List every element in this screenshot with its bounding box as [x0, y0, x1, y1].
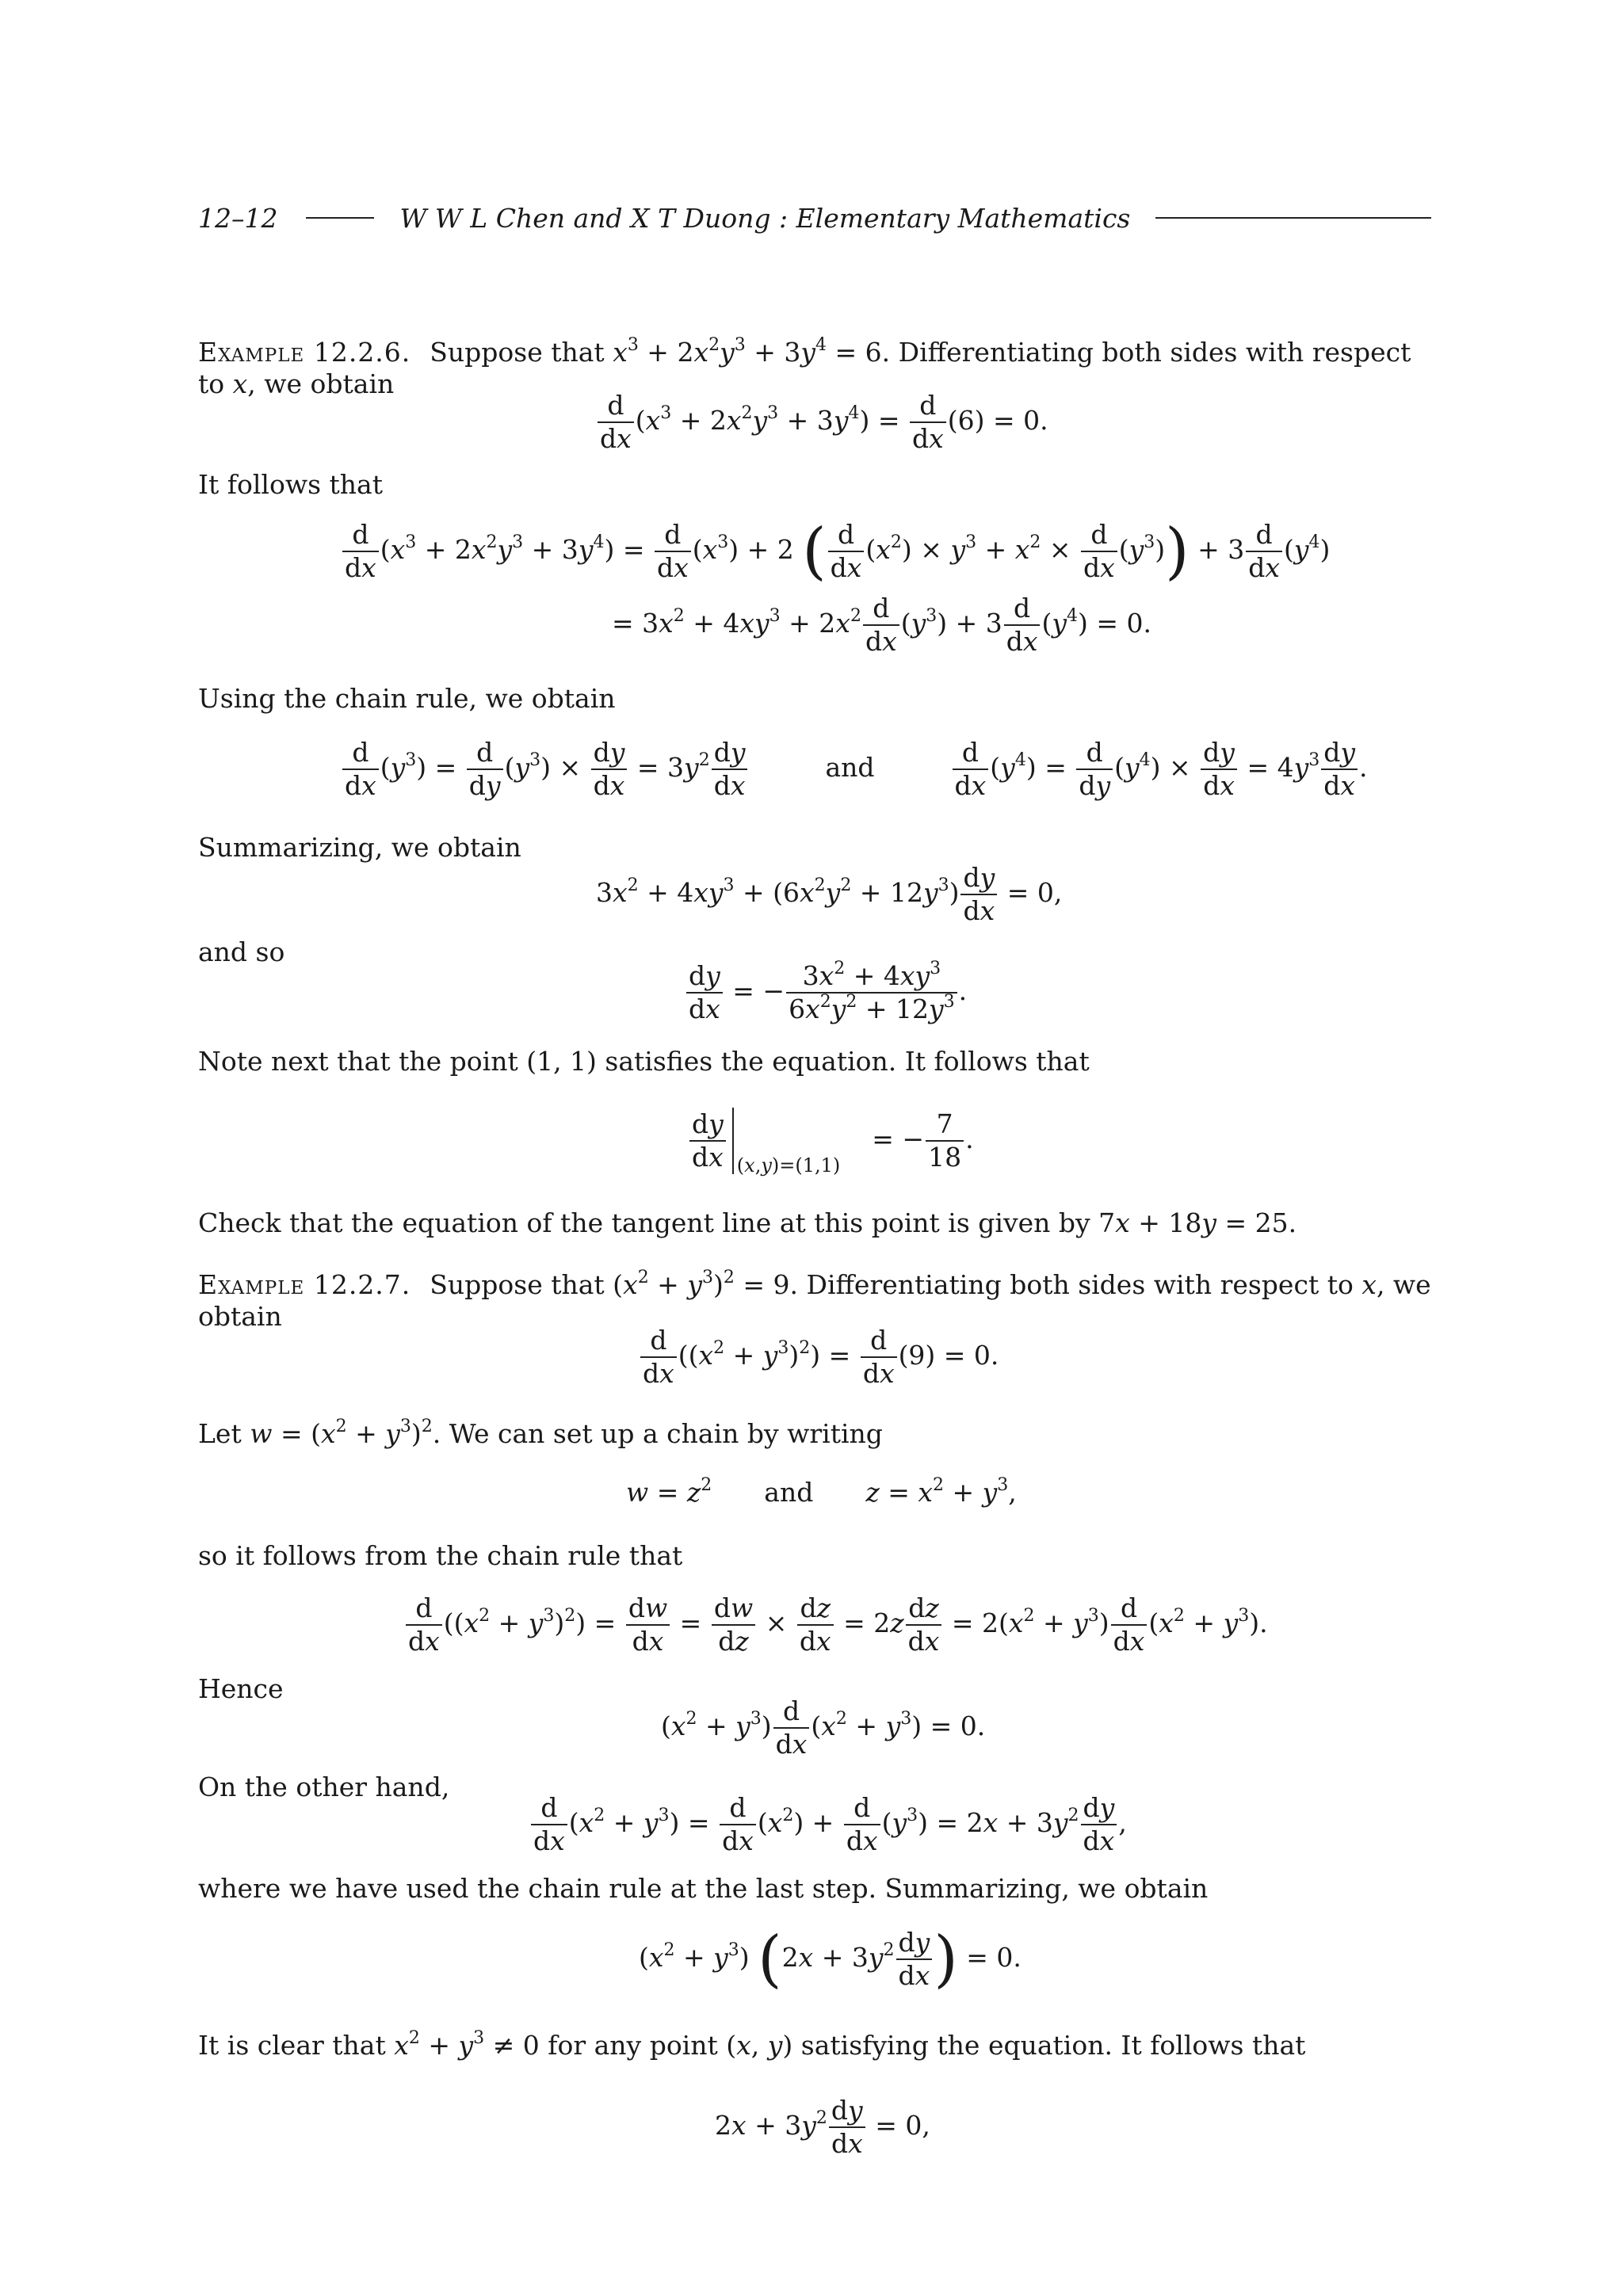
equation-9: $w = z^2$ and $z = x^2 + y^3$,: [626, 1475, 1017, 1508]
equation-11: $(x^2 + y^3)$ $\frac{d}{dx}$ $(x^2 + y^3) = 0$.: [661, 1695, 986, 1760]
text-summarizing: Summarizing, we obtain: [198, 832, 521, 863]
text-check-tangent: Check that the equation of the tangent line at this point is given by 7x + 18y = 25.: [198, 1207, 1297, 1238]
equation-12: $\frac{d}{dx}$ $(x^2 + y^3)$ = $\frac{d}{dx}$ $(x^2)$ + $\frac{d}{dx}$ $(y^3) = 2x + 3y^2$ $\frac{dy}{dx}$ ,: [529, 1792, 1127, 1857]
running-title: W W L Chen and X T Duong : Elementary Mathematics: [399, 202, 1131, 234]
page-number: 12–12: [198, 202, 278, 234]
text-other-hand: On the other hand,: [198, 1772, 450, 1802]
equation-8: $\frac{d}{dx}$ $((x^2 + y^3)^2)$ = $\frac{d}{dx}$ (9) = 0.: [639, 1325, 999, 1390]
equation-14: $2x + 3y^2$ $\frac{dy}{dx}$ = 0,: [715, 2095, 930, 2159]
equation-13: $(x^2 + y^3) (2x + 3y^2$ $\frac{dy}{dx}$ ) = 0.: [639, 1924, 1022, 1995]
text-clear: It is clear that $x^2 + y^3 \ne 0$ for any point (x, y) satisfying the equation. It follows that: [198, 2028, 1306, 2061]
example-label: Example 12.2.7.: [198, 1269, 411, 1300]
text-follows: It follows that: [198, 469, 383, 500]
header-rule-left: [306, 217, 374, 219]
text-chain-rule-2: so it follows from the chain rule that: [198, 1540, 683, 1571]
equation-5: $3x^2 + 4xy^3 + (6x^2y^2 + 12y^3)$ $\frac{dy}{dx}$ = 0,: [596, 862, 1063, 926]
text-let-w: Let $w = (x^2 + y^3)^2$. We can set up a chain by writing: [198, 1417, 883, 1449]
text-chain-rule: Using the chain rule, we obtain: [198, 683, 616, 714]
equation-10: $\frac{d}{dx}$ $((x^2 + y^3)^2)$ = $\frac{dw}{dx}$ = $\frac{dw}{dz}$ × $\frac{dz}{dx}$ = 2z $\frac{dz}{dx}$ = $2(x^2 + y^3)$ $\frac{d}{dx}$ $(x^2 + y^3)$.: [404, 1592, 1268, 1657]
equation-1: $\frac{d}{dx}$ $(x^3 + 2x^2y^3 + 3y^4)$ = $\frac{d}{dx}$ (6) = 0.: [596, 390, 1048, 455]
example-12-2-7-intro: Example 12.2.7. Suppose that $(x^2 + y^3)^2 = 9$. Differentiating both sides with respect to x, we obtain: [198, 1268, 1431, 1332]
equation-6: $\frac{dy}{dx}$ = − $\frac{3x^2 + 4xy^3}{6x^2y^2 + 12y^3}$ .: [685, 960, 967, 1025]
equation-7: $\frac{dy}{dx}$ $_{(x,y)=(1,1)}$= − $\frac{7}{18}$ .: [688, 1108, 974, 1177]
header-rule-right: [1155, 217, 1431, 219]
equation-2: $\frac{d}{dx}$ $(x^3 + 2x^2y^3 + 3y^4)$ = $\frac{d}{dx}$ $(x^3) + 2$ ( $\frac{d}{dx}$ $(x^2) \times y^3 + x^2$ × $\frac{d}{dx}$ $(y^3)) + 3$ $\frac{d}{dx}$ $(y^4)$: [341, 519, 1330, 584]
text-hence: Hence: [198, 1673, 284, 1704]
equation-4: $\frac{d}{dx}$ $(y^3)$ = $\frac{d}{dy}$ $(y^3)$ × $\frac{dy}{dx}$ = $3y^2$ $\frac{dy}{dx}$ and $\frac{d}{dx}$ $(y^4)$ = $\frac{d}{dy}$ $(y^4)$ × $\frac{dy}{dx}$ = $4y^3$ $\frac{dy}{dx}$ .: [341, 737, 1368, 802]
example-12-2-6-intro: Example 12.2.6. Suppose that $x^3 + 2x^2y^3 + 3y^4 = 6$. Differentiating both sides with respect to x, we obtain: [198, 335, 1411, 399]
text-last-step: where we have used the chain rule at the last step. Summarizing, we obtain: [198, 1873, 1209, 1904]
example-label: Example 12.2.6.: [198, 337, 411, 368]
text-note-point: Note next that the point (1, 1) satisfies the equation. It follows that: [198, 1046, 1090, 1077]
equation-3: = $3x^2 + 4xy^3 + 2x^2$ $\frac{d}{dx}$ $(y^3) + 3$ $\frac{d}{dx}$ $(y^4) = 0$.: [612, 593, 1151, 657]
text-and-so: and so: [198, 936, 285, 967]
running-header: [198, 198, 1431, 238]
